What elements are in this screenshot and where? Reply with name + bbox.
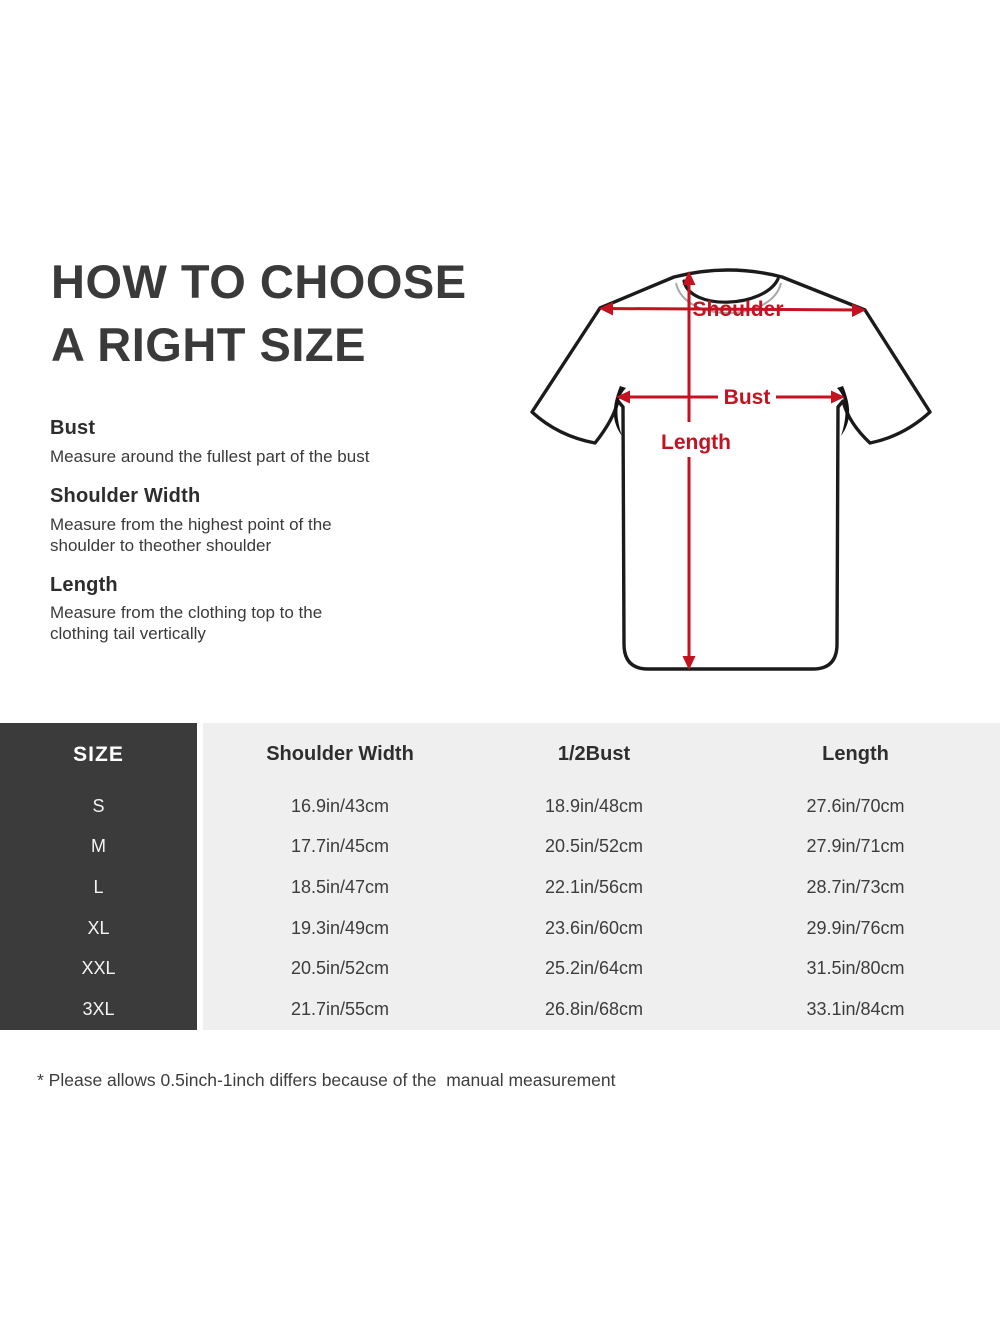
row-3xl-half-bust: 26.8in/68cm xyxy=(544,999,644,1020)
section-text-length-line-1: Measure from the clothing top to the xyxy=(50,603,323,622)
page-title xyxy=(51,250,467,376)
row-l-length: 28.7in/73cm xyxy=(806,877,905,898)
section-heading-bust: Bust xyxy=(50,417,96,439)
size-table-grid xyxy=(0,723,1000,1030)
row-l-size-label: L xyxy=(93,877,104,898)
row-xxl-half-bust: 25.2in/64cm xyxy=(544,958,644,979)
section-text-shoulder-width xyxy=(50,514,332,556)
section-text-length-line-2: clothing tail vertically xyxy=(50,624,206,643)
page-title-line-2: A RIGHT SIZE xyxy=(51,318,366,371)
size-table xyxy=(0,723,1000,1030)
section-text-length xyxy=(50,602,322,644)
col-header-length: Length xyxy=(822,743,889,765)
row-m-shoulder-width: 17.7in/45cm xyxy=(290,836,390,857)
shoulder-dimension-label: Shoulder xyxy=(692,298,784,321)
row-xl-shoulder-width: 19.3in/49cm xyxy=(290,917,390,938)
row-l-half-bust: 22.1in/56cm xyxy=(544,877,644,898)
row-s-size-label: S xyxy=(92,795,105,816)
length-dimension-label: Length xyxy=(661,431,731,454)
section-heading-shoulder-width: Shoulder Width xyxy=(50,485,201,507)
row-s-length: 27.6in/70cm xyxy=(806,795,905,816)
row-xl-half-bust: 23.6in/60cm xyxy=(544,917,644,938)
row-3xl-shoulder-width: 21.7in/55cm xyxy=(290,999,390,1020)
row-3xl-length: 33.1in/84cm xyxy=(806,999,905,1020)
tshirt-measurement-diagram-icon xyxy=(500,250,940,690)
row-3xl-size-label: 3XL xyxy=(82,999,115,1020)
row-l-shoulder-width: 18.5in/47cm xyxy=(290,877,390,898)
row-xxl-size-label: XXL xyxy=(81,958,116,979)
row-xl-length: 29.9in/76cm xyxy=(806,917,905,938)
row-m-length: 27.9in/71cm xyxy=(806,836,905,857)
section-text-bust xyxy=(50,446,369,467)
row-s-shoulder-width: 16.9in/43cm xyxy=(290,795,390,816)
measurement-disclaimer: * Please allows 0.5inch-1inch differs because of the manual measurement xyxy=(37,1070,616,1090)
section-text-shoulder-line-1: Measure from the highest point of the xyxy=(50,515,332,534)
row-xl-size-label: XL xyxy=(87,917,110,938)
row-m-size-label: M xyxy=(91,836,106,857)
col-header-half-bust: 1/2Bust xyxy=(557,743,631,765)
section-heading-length: Length xyxy=(50,574,118,596)
section-text-bust-line-1: Measure around the fullest part of the bust xyxy=(50,447,370,466)
row-s-half-bust: 18.9in/48cm xyxy=(544,795,644,816)
section-text-shoulder-line-2: shoulder to theother shoulder xyxy=(50,536,272,555)
col-header-size: SIZE xyxy=(73,742,124,766)
row-xxl-length: 31.5in/80cm xyxy=(806,958,905,979)
page-title-line-1: HOW TO CHOOSE xyxy=(51,255,467,308)
row-m-half-bust: 20.5in/52cm xyxy=(544,836,644,857)
tshirt-outline xyxy=(532,270,930,669)
col-header-shoulder-width: Shoulder Width xyxy=(266,743,414,765)
bust-dimension-label: Bust xyxy=(723,386,771,409)
row-xxl-shoulder-width: 20.5in/52cm xyxy=(290,958,390,979)
